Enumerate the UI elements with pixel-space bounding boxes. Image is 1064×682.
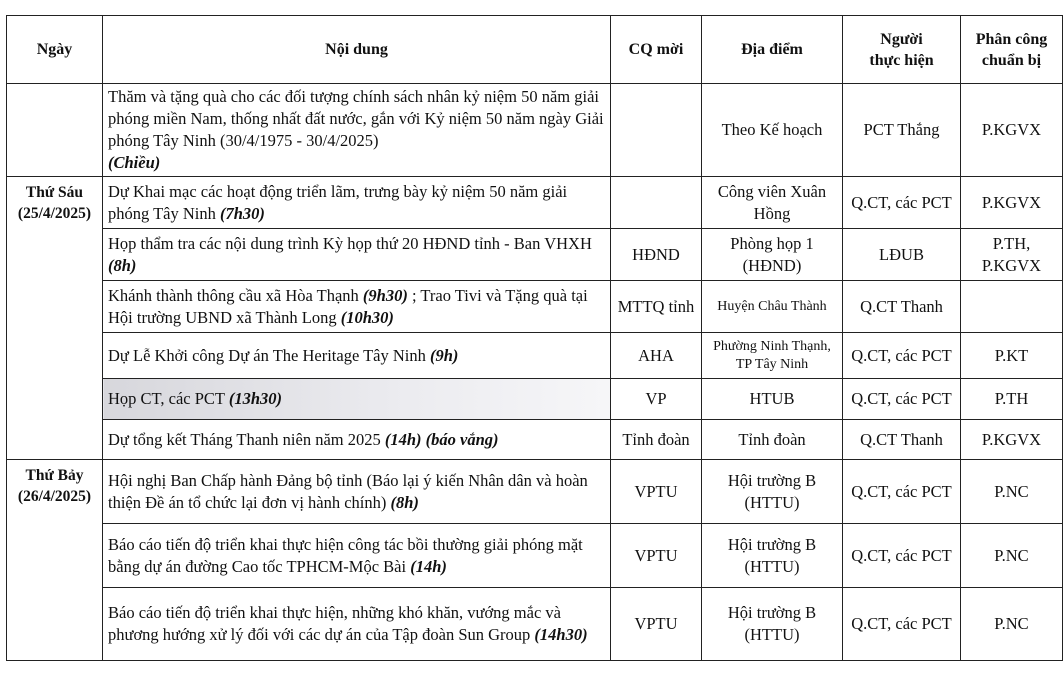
- location-cell: Hội trường B (HTTU): [702, 460, 843, 524]
- executor-cell: Q.CT, các PCT: [843, 177, 961, 229]
- content-cell: Họp thẩm tra các nội dung trình Kỳ họp thứ 20 HĐND tỉnh - Ban VHXH (8h): [103, 229, 611, 281]
- prep-cell: P.NC: [961, 460, 1063, 524]
- table-row: [7, 177, 1063, 229]
- content-cell: Dự Lễ Khởi công Dự án The Heritage Tây Ninh (9h): [103, 333, 611, 379]
- location-cell: Hội trường B (HTTU): [702, 588, 843, 661]
- content-cell: Khánh thành thông cầu xã Hòa Thạnh (9h30) ; Trao Tivi và Tặng quà tại Hội trường UBND xã Thành Long (10h30): [103, 281, 611, 333]
- executor-cell: Q.CT, các PCT: [843, 524, 961, 588]
- agency-cell: HĐND: [611, 229, 702, 281]
- day-cell-friday: Thứ Sáu (25/4/2025): [7, 177, 103, 460]
- location-cell: Công viên Xuân Hồng: [702, 177, 843, 229]
- schedule-table: [6, 15, 1063, 661]
- prep-cell: P.KGVX: [961, 420, 1063, 460]
- prep-cell: P.TH: [961, 379, 1063, 420]
- agency-cell: MTTQ tỉnh: [611, 281, 702, 333]
- executor-cell: Q.CT Thanh: [843, 420, 961, 460]
- executor-cell: Q.CT, các PCT: [843, 333, 961, 379]
- table-row: [7, 84, 1063, 177]
- executor-cell: LĐUB: [843, 229, 961, 281]
- content-cell: Họp CT, các PCT (13h30): [103, 379, 611, 420]
- prep-cell: P.KT: [961, 333, 1063, 379]
- agency-cell: AHA: [611, 333, 702, 379]
- table-row: [7, 524, 1063, 588]
- table-row: [7, 420, 1063, 460]
- agency-cell: VPTU: [611, 460, 702, 524]
- location-cell: Hội trường B (HTTU): [702, 524, 843, 588]
- content-cell: Dự Khai mạc các hoạt động triển lãm, trưng bày kỷ niệm 50 năm giải phóng Tây Ninh (7h30): [103, 177, 611, 229]
- table-row: [7, 229, 1063, 281]
- header-location: Địa điểm: [702, 16, 843, 84]
- agency-cell: Tỉnh đoàn: [611, 420, 702, 460]
- agency-cell: VPTU: [611, 524, 702, 588]
- prep-cell: P.KGVX: [961, 84, 1063, 177]
- prep-cell: P.NC: [961, 588, 1063, 661]
- agency-cell: VP: [611, 379, 702, 420]
- location-cell: Theo Kế hoạch: [702, 84, 843, 177]
- prep-cell: P.NC: [961, 524, 1063, 588]
- executor-cell: PCT Thắng: [843, 84, 961, 177]
- table-row-highlighted: [7, 379, 1063, 420]
- location-cell: HTUB: [702, 379, 843, 420]
- table-row: [7, 281, 1063, 333]
- prep-cell: [961, 281, 1063, 333]
- agency-cell: [611, 177, 702, 229]
- table-row: [7, 333, 1063, 379]
- location-cell: Huyện Châu Thành: [702, 281, 843, 333]
- agency-cell: [611, 84, 702, 177]
- content-cell: Báo cáo tiến độ triển khai thực hiện, những khó khăn, vướng mắc và phương hướng xử lý đối với các dự án của Tập đoàn Sun Group (14h30): [103, 588, 611, 661]
- content-cell: Hội nghị Ban Chấp hành Đảng bộ tỉnh (Báo lại ý kiến Nhân dân và hoàn thiện Đề án tổ chức lại đơn vị hành chính) (8h): [103, 460, 611, 524]
- content-cell: Thăm và tặng quà cho các đối tượng chính sách nhân kỷ niệm 50 năm giải phóng miền Nam, thống nhất đất nước, gắn với Kỷ niệm 50 năm ngày Giải phóng Tây Ninh (30/4/1975 - 30/4/2025) (Chiều): [103, 84, 611, 177]
- location-cell: Phường Ninh Thạnh, TP Tây Ninh: [702, 333, 843, 379]
- executor-cell: Q.CT, các PCT: [843, 379, 961, 420]
- prep-cell: P.KGVX: [961, 177, 1063, 229]
- header-content: Nội dung: [103, 16, 611, 84]
- executor-cell: Q.CT Thanh: [843, 281, 961, 333]
- agency-cell: VPTU: [611, 588, 702, 661]
- header-day: Ngày: [7, 16, 103, 84]
- header-executor: Người thực hiện: [843, 16, 961, 84]
- day-cell-saturday: Thứ Bảy (26/4/2025): [7, 460, 103, 661]
- header-prep: Phân công chuẩn bị: [961, 16, 1063, 84]
- prep-cell: P.TH, P.KGVX: [961, 229, 1063, 281]
- day-cell-empty: [7, 84, 103, 177]
- content-cell: Báo cáo tiến độ triển khai thực hiện công tác bồi thường giải phóng mặt bằng dự án đường Cao tốc TPHCM-Mộc Bài (14h): [103, 524, 611, 588]
- table-row: [7, 460, 1063, 524]
- table-row: [7, 588, 1063, 661]
- header-agency: CQ mời: [611, 16, 702, 84]
- executor-cell: Q.CT, các PCT: [843, 588, 961, 661]
- location-cell: Tỉnh đoàn: [702, 420, 843, 460]
- header-row: [7, 16, 1063, 84]
- location-cell: Phòng họp 1 (HĐND): [702, 229, 843, 281]
- executor-cell: Q.CT, các PCT: [843, 460, 961, 524]
- content-cell: Dự tổng kết Tháng Thanh niên năm 2025 (14h) (báo vắng): [103, 420, 611, 460]
